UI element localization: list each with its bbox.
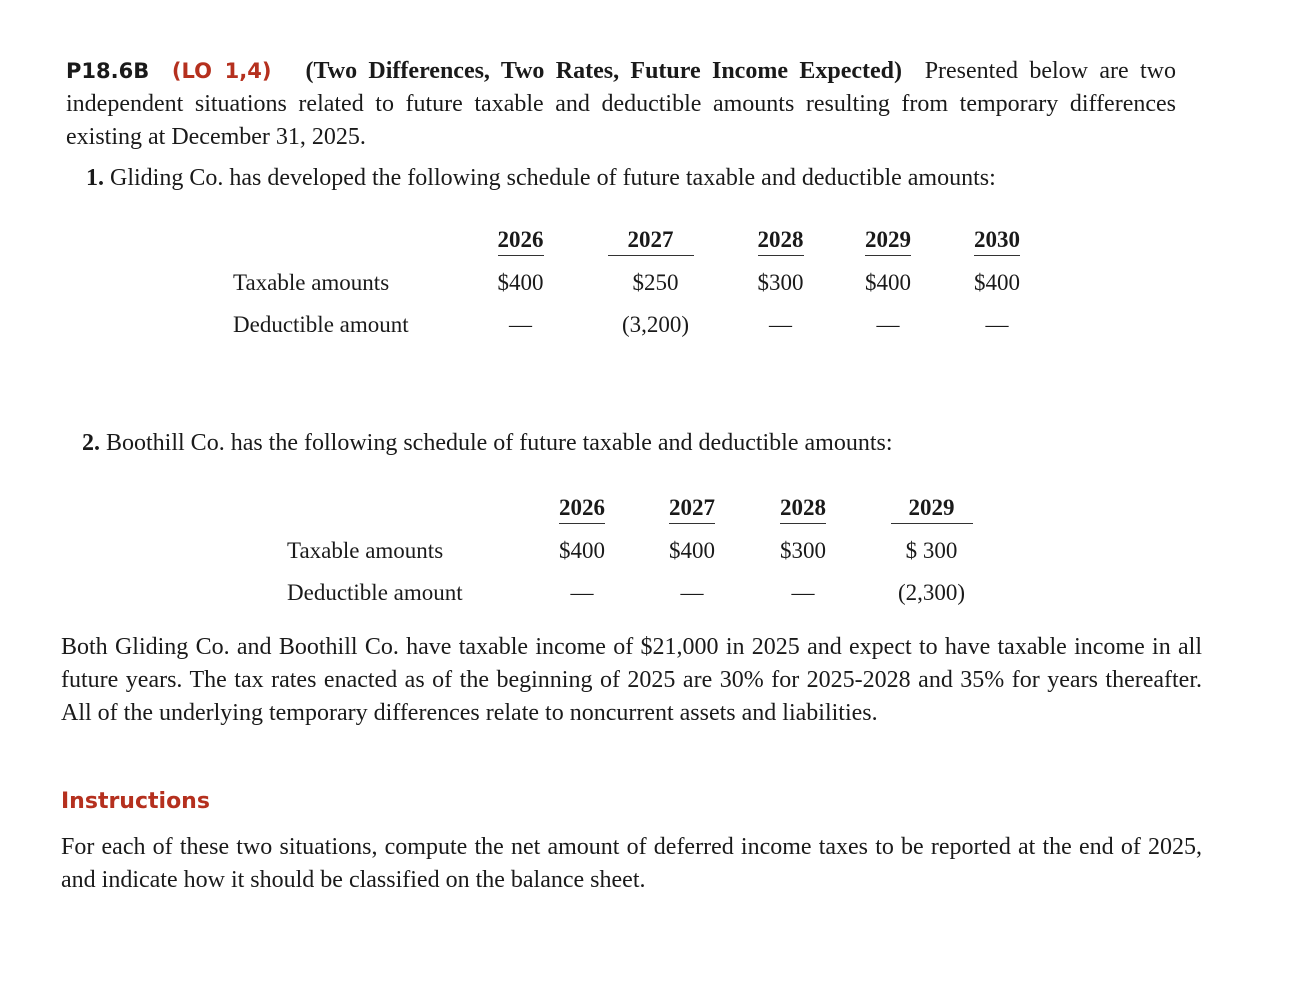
table-row — [287, 572, 1004, 614]
table-cell: — — [876, 312, 900, 337]
table-cell: — — [570, 580, 594, 605]
table-cell: $400 — [497, 270, 544, 295]
year-header: 2028 — [723, 220, 838, 262]
table-cell: — — [769, 312, 792, 337]
table-row — [233, 262, 1056, 304]
problem-code: P18.6B — [66, 59, 150, 83]
instructions-heading: Instructions — [61, 789, 210, 814]
year-header: 2026 — [463, 220, 578, 262]
table-cell: $300 — [757, 270, 804, 295]
instructions-text: For each of these two situations, compute the net amount of deferred income taxes to be reported at the end of 2025, and indicate how it should be classified on the balance sheet. — [61, 834, 1202, 893]
situation2-item — [82, 430, 893, 457]
year-header: 2028 — [747, 488, 859, 530]
table-cell: $400 — [559, 538, 605, 563]
year-header: 2027 — [578, 220, 723, 262]
situation1-text: Gliding Co. has developed the following schedule of future taxable and deductible amounts: — [110, 165, 996, 191]
table-cell: — — [680, 580, 704, 605]
table-cell: $300 — [780, 538, 826, 563]
table-cell: $250 — [632, 270, 679, 295]
situation1-number: 1. — [86, 165, 104, 191]
problem-intro-text: Presented below are two independent situations related to future taxable and deductible amounts resulting from temporary differences existing at December 31, 2025. — [66, 58, 1176, 150]
year-header: 2029 — [838, 220, 938, 262]
table-row — [287, 530, 1004, 572]
year-header: 2026 — [527, 488, 637, 530]
situation2-number: 2. — [82, 430, 100, 456]
problem-intro — [66, 55, 1176, 154]
table-cell: — — [509, 312, 532, 337]
table-cell: — — [791, 580, 815, 605]
row-label: Taxable amounts — [233, 270, 390, 295]
year-header: 2027 — [637, 488, 747, 530]
situation1-schedule — [233, 220, 1056, 346]
body-paragraph: Both Gliding Co. and Boothill Co. have taxable income of $21,000 in 2025 and expect to have taxable income in all future years. The tax rates enacted as of the beginning of 2025 are 30% for 2025-2028 and 35% for years thereafter. All of the underlying temporary differences relate to noncurrent assets and liabilities. — [61, 634, 1202, 726]
row-label: Taxable amounts — [287, 538, 444, 563]
table-cell: $400 — [669, 538, 715, 563]
table-cell: $ 300 — [905, 538, 958, 563]
situation1-item — [86, 165, 996, 192]
table-row — [287, 488, 1004, 530]
year-header: 2030 — [938, 220, 1056, 262]
table-row — [233, 220, 1056, 262]
table-cell: (2,300) — [897, 580, 966, 605]
table-cell: $400 — [865, 270, 911, 295]
learning-objective: (LO 1,4) — [171, 59, 272, 83]
row-label: Deductible amount — [287, 580, 463, 605]
table-cell: — — [985, 312, 1009, 337]
situation2-schedule — [287, 488, 1004, 614]
table-cell: $400 — [974, 270, 1020, 295]
table-row — [233, 304, 1056, 346]
problem-title: (Two Differences, Two Rates, Future Income Expected) — [305, 58, 902, 84]
situation2-text: Boothill Co. has the following schedule of future taxable and deductible amounts: — [106, 430, 893, 456]
year-header: 2029 — [859, 488, 1004, 530]
table-cell: (3,200) — [621, 312, 690, 337]
row-label: Deductible amount — [233, 312, 409, 337]
